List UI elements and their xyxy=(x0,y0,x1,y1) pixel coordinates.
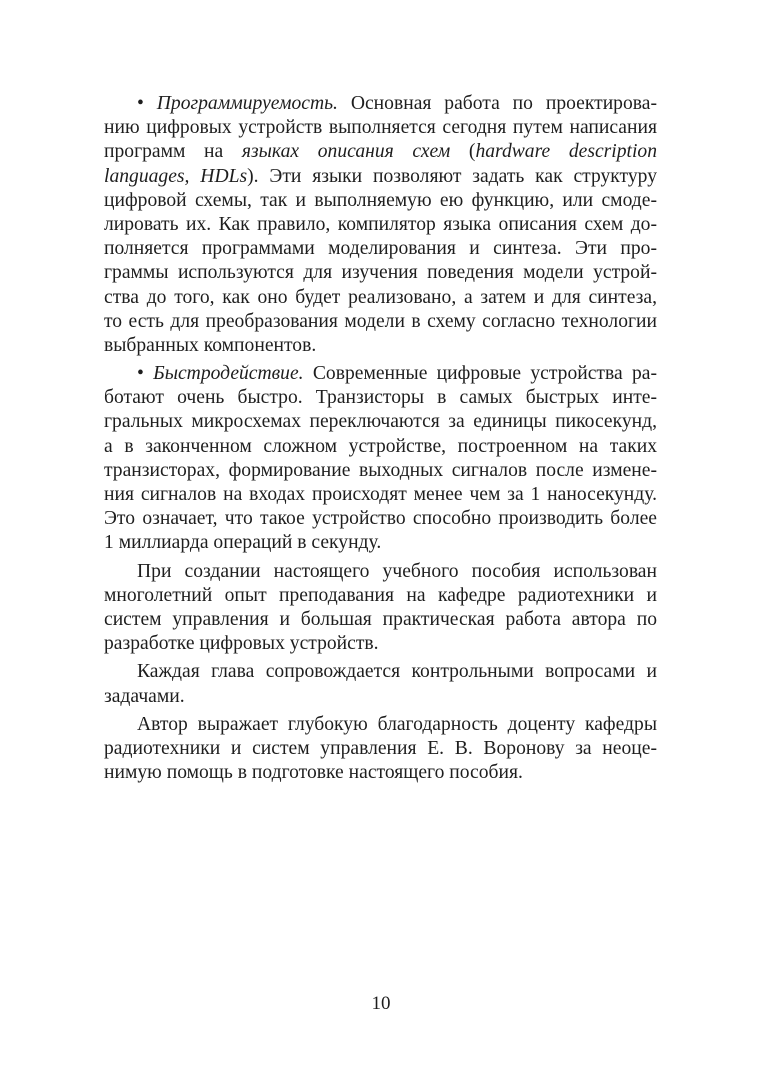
text-line xyxy=(104,531,657,555)
text-run: Каждая глава сопровождается контрольными вопросами и xyxy=(137,661,657,683)
paragraph xyxy=(104,362,657,556)
italic-text: языках описания схем xyxy=(241,141,451,163)
paragraph xyxy=(104,660,657,708)
text-run: ния сигналов на входах происходят менее чем за 1 наносекунду. xyxy=(104,484,657,505)
text-line xyxy=(104,362,657,386)
text-line xyxy=(104,386,657,410)
text-line xyxy=(104,140,657,164)
text-line xyxy=(104,608,657,632)
text-run: программ на xyxy=(104,141,242,163)
italic-text: Программируемость. xyxy=(156,93,338,114)
text-line xyxy=(104,632,657,656)
text-line xyxy=(104,237,657,261)
text-run: многолетний опыт преподавания на кафедре радиотехники и xyxy=(104,584,657,606)
italic-text: languages, HDLs xyxy=(104,165,248,187)
text-line xyxy=(104,213,657,237)
text-run: • xyxy=(137,93,157,114)
text-run: • xyxy=(137,363,154,385)
text-run: При создании настоящего учебного пособия использован xyxy=(137,560,657,582)
text-run: а в законченном сложном устройстве, построенном на таких xyxy=(104,435,657,457)
text-run: Автор выражает глубокую благодарность доценту кафедры xyxy=(137,713,657,735)
text-run: лировать их. Как правило, компилятор языка описания схем до- xyxy=(104,213,657,235)
text-line xyxy=(104,507,657,531)
text-line xyxy=(104,560,657,584)
text-run: цифровой схемы, так и выполняемую ею функцию, или смоде- xyxy=(104,189,657,211)
text-run: граммы используются для изучения поведения модели устрой- xyxy=(104,262,657,284)
text-line xyxy=(104,660,657,684)
text-line xyxy=(104,459,657,483)
paragraph xyxy=(104,92,657,358)
text-run: гральных микросхемах переключаются за единицы пикосекунд, xyxy=(104,411,657,433)
text-run: полняется программами моделирования и синтеза. Эти про- xyxy=(104,238,657,260)
text-run: Это означает, что такое устройство способно производить более xyxy=(104,508,657,530)
text-run: нимую помощь в подготовке настоящего пособия. xyxy=(104,762,523,784)
text-line xyxy=(104,483,657,507)
text-run: ). Эти языки позволяют задать как структуру xyxy=(247,165,657,187)
text-run: выбранных компонентов. xyxy=(104,334,317,356)
text-run: разработке цифровых устройств. xyxy=(104,633,379,655)
paragraph xyxy=(104,560,657,657)
text-run: систем управления и большая практическая работа автора по xyxy=(104,608,657,630)
text-line xyxy=(104,584,657,608)
text-line xyxy=(104,410,657,434)
text-line xyxy=(104,685,657,709)
italic-text: hardware description xyxy=(475,141,658,163)
text-run: Современные цифровые устройства ра- xyxy=(303,363,657,385)
text-run: ( xyxy=(450,141,476,163)
text-line xyxy=(104,334,657,358)
text-line xyxy=(104,286,657,310)
text-line xyxy=(104,116,657,140)
text-line xyxy=(104,189,657,213)
text-run: задачами. xyxy=(104,685,185,707)
text-run: то есть для преобразования модели в схему согласно технологии xyxy=(104,310,657,332)
text-run: радиотехники и систем управления Е. В. Воронову за неоце- xyxy=(104,737,657,759)
text-line xyxy=(104,713,657,737)
text-line xyxy=(104,435,657,459)
text-run: 1 миллиарда операций в секунду. xyxy=(104,532,382,554)
text-line xyxy=(104,310,657,334)
text-line xyxy=(104,165,657,189)
paragraph xyxy=(104,713,657,786)
text-line xyxy=(104,761,657,785)
text-run: ства до того, как оно будет реализовано, а затем и для синтеза, xyxy=(104,286,657,308)
text-run: Основная работа по проектирова- xyxy=(337,93,657,114)
text-line xyxy=(104,92,657,116)
text-run: транзисторах, формирование выходных сигналов после измене- xyxy=(104,459,657,481)
page-number: 10 xyxy=(371,993,391,1014)
body-text xyxy=(104,92,657,785)
italic-text: Быстродействие. xyxy=(153,363,304,385)
text-line xyxy=(104,737,657,761)
text-line xyxy=(104,261,657,285)
text-run: ботают очень быстро. Транзисторы в самых быстрых инте- xyxy=(104,387,657,409)
text-run: нию цифровых устройств выполняется сегодня путем написания xyxy=(104,117,657,139)
